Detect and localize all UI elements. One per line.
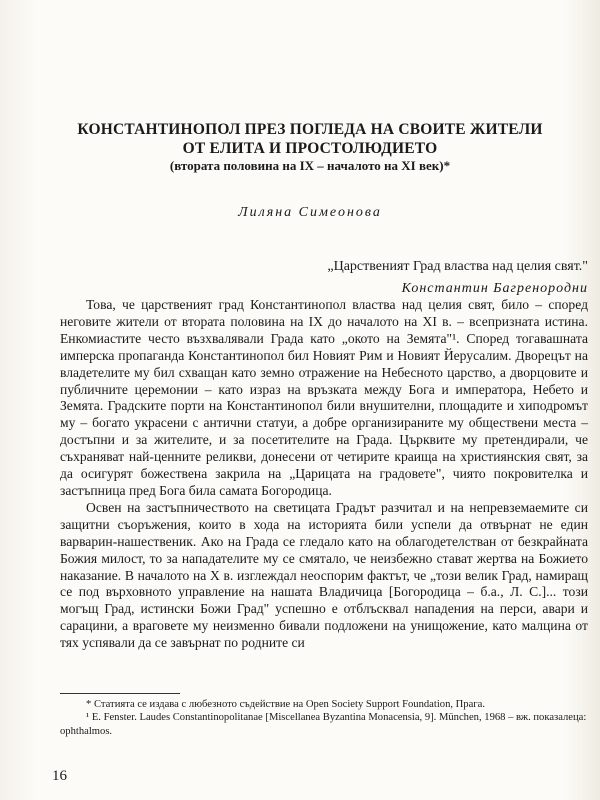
title-line-1: КОНСТАНТИНОПОЛ ПРЕЗ ПОГЛЕДА НА СВОИТЕ ЖИТЕЛИ	[77, 121, 543, 138]
article-title	[40, 120, 580, 158]
author-name: Лиляна Симеонова	[238, 205, 382, 220]
article-subtitle: (втората половина на IX – началото на XI век)*	[169, 158, 451, 173]
epigraph-quote: „Царственият Град властва над целия свят."	[327, 259, 588, 274]
epigraph-source: Константин Багренородни	[401, 281, 588, 296]
paragraph-1: Това, че царственият град Константинопол властва над целия свят, било – според неговите жители от втората половина на IX до началото на XI в. – всепризната истина. Енкомиастите често възхвалявали Града като „окото на Земята"¹. Според тогавашната имперска пропаганда Константинопол бил Новият Рим и Новият Йерусалим. Дворецът на владетелите му бил схващан като земно отражение на Небесното царство, а дворцовите и публичните церемонии – като израз на връзката между Бога и императора, Небето и Земята. Градските порти на Константинопол били внушителни, площадите и хиподромът му – богато украсени с антични статуи, а добре организираните му обществени места – достъпни и за жителите, и за посетителите на Града. Църквите му претендирали, че съхраняват най-ценните реликви, донесени от четирите краища на християнския свят, за да осигурят божествена закрила на „Царицата на градовете", чиято покровителка и застъпница пред Бога била самата Богородица.	[60, 297, 588, 498]
epigraph	[188, 256, 588, 300]
paragraph-2: Освен на застъпничеството на светицата Градът разчитал и на непревземаемите си защитни съоръжения, които в хода на историята били успели да отвърнат не един варварин-нашественик. Ако на Града се гледало като на облагодетелстван от безкрайната Божия милост, то за нападателите му се смятало, че неизбежно стават жертва на Божието наказание. В началото на X в. изглеждал неоспорим фактът, че „този велик Град, намиращ се под върховното управление на нашата Владичица [Богородица – б.а., Л. С.]... този могъщ Град, истински Божи Град" успешно е отблъсквал нападения на перси, авари и сарацини, а враговете му неизменно бивали подложени на унищожение, като малцина от тях успявали да се завърнат по родните си	[60, 499, 588, 651]
article-body	[60, 297, 588, 652]
page-number: 16	[52, 768, 67, 784]
footnotes	[60, 698, 588, 738]
footnote-1: ¹ E. Fenster. Laudes Constantinopolitanae [Miscellanea Byzantina Monacensia, 9]. München, 1968 – вж. показалеца: ophthalmos.	[60, 712, 587, 737]
title-line-2: ОТ ЕЛИТА И ПРОСТОЛЮДИЕТО	[182, 140, 438, 157]
footnote-asterisk: * Статията се издава с любезното съдействие на Open Society Support Foundation, Прага.	[86, 699, 486, 710]
footnote-divider	[60, 693, 180, 694]
